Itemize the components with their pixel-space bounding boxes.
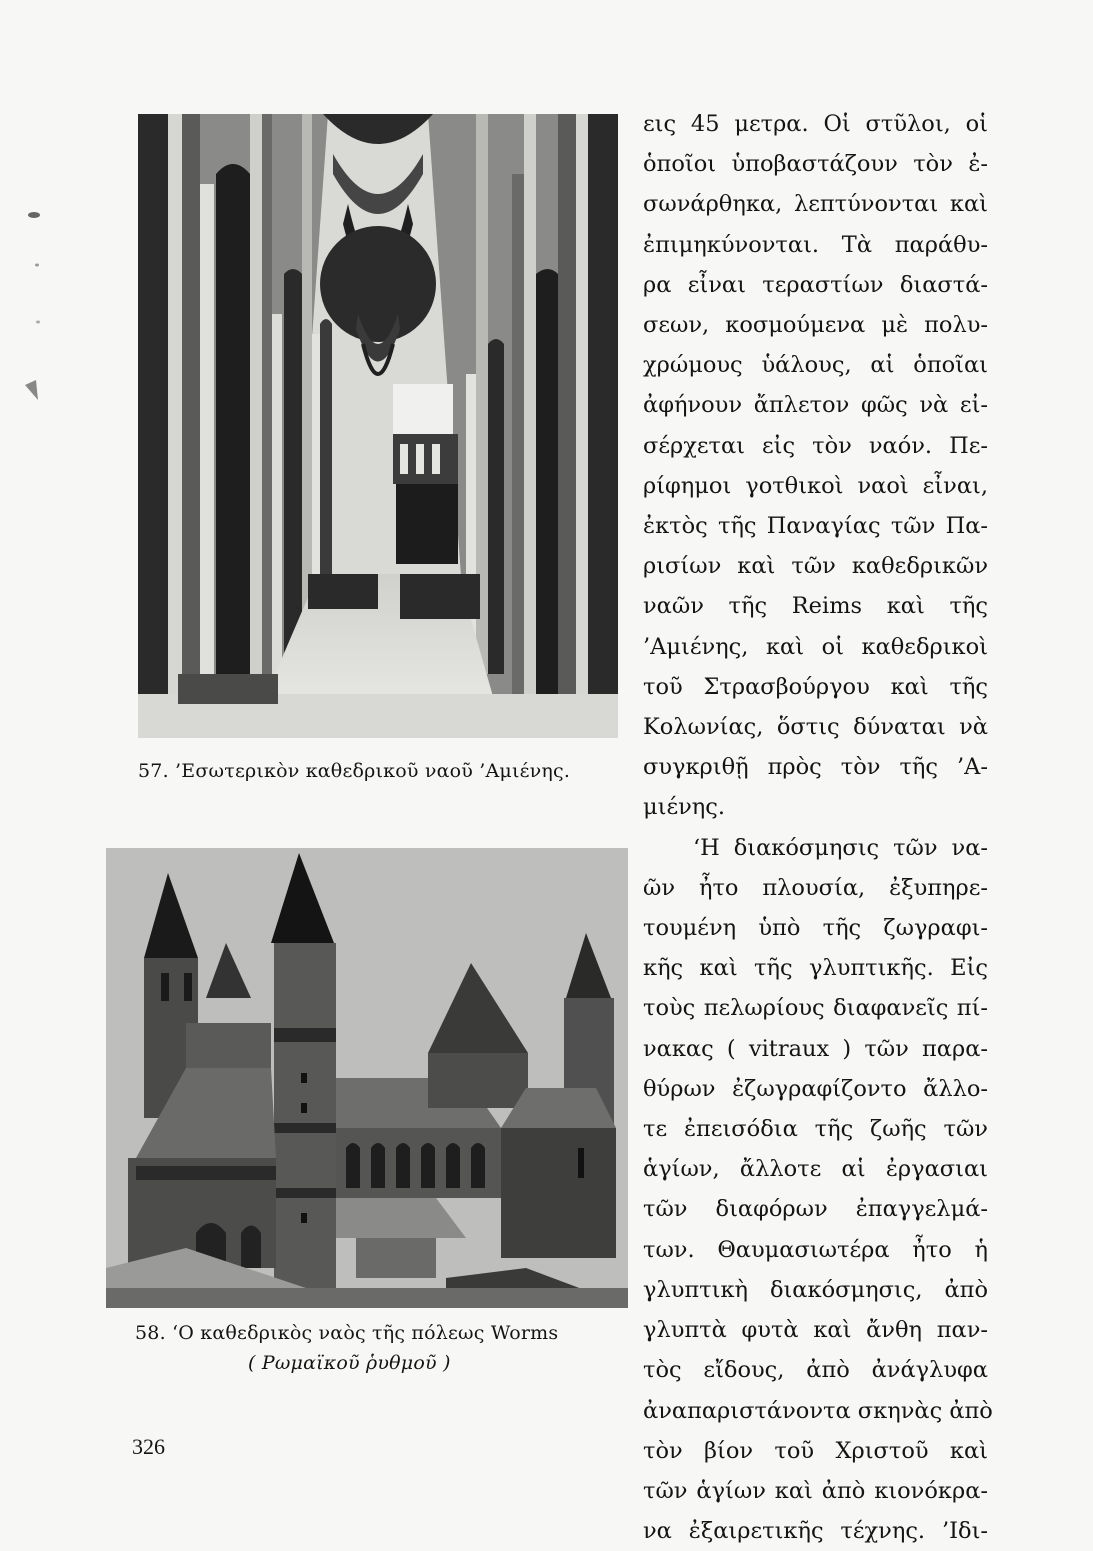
text-line: ἐπιμηκύνονται. Τὰ παράθυ-: [643, 231, 988, 258]
text-line: ῶν ἦτο πλουσία, ἐξυπηρε-: [643, 874, 988, 901]
text-line-paragraph-end: μιένης.: [643, 794, 726, 821]
text-line: σέρχεται εἰς τὸν ναόν. Πε-: [643, 432, 988, 459]
text-line: χρώμους ὑάλους, αἱ ὁποῖαι: [643, 352, 988, 379]
text-line: σωνάρθηκα, λεπτύνονται καὶ: [643, 191, 988, 218]
text-line: γλυπτικὴ διακόσμησις, ἀπὸ: [643, 1276, 988, 1303]
text-line: ρίφημοι γοτθικοὶ ναοὶ εἶναι,: [643, 472, 988, 499]
text-line: Κολωνίας, ὅστις δύναται νὰ: [643, 714, 988, 741]
figure-58-caption: 58. ‘Ο καθεδρικὸς ναὸς τῆς πόλεως Worms: [135, 1322, 559, 1344]
text-line: τε ἐπεισόδια τῆς ζωῆς τῶν: [643, 1116, 988, 1143]
text-line: θύρων ἐζωγραφίζοντο ἄλλο-: [643, 1075, 988, 1102]
text-line: ναῶν τῆς Reims καὶ τῆς: [643, 593, 988, 620]
text-line: ἀναπαριστάνοντα σκηνὰς ἀπὸ: [643, 1397, 993, 1424]
figure-58-worms-cathedral-photo: [106, 848, 628, 1308]
scan-artifact-marks: [0, 0, 60, 1500]
text-line: τῶν διαφόρων ἐπαγγελμά-: [643, 1196, 988, 1223]
text-line: συγκριθῇ πρὸς τὸν τῆς ’Α-: [643, 754, 988, 781]
text-line: ρα εἶναι τεραστίων διαστά-: [643, 271, 988, 298]
text-line: ἁγίων, ἄλλοτε αἱ ἐργασιαι: [643, 1156, 988, 1183]
text-line: τοῦ Στρασβούργου καὶ τῆς: [643, 673, 988, 700]
body-text-column: [643, 104, 993, 1551]
text-line: τουμένη ὑπὸ τῆς ζωγραφι-: [643, 915, 988, 942]
text-line: κῆς καὶ τῆς γλυπτικῆς. Εἰς: [643, 955, 988, 982]
cathedral-interior-image: [138, 114, 618, 738]
text-line: τὸν βίον τοῦ Χριστοῦ καὶ: [643, 1437, 988, 1464]
worms-cathedral-image: [106, 848, 628, 1308]
text-line: να ἐξαιρετικῆς τέχνης. ’Ιδι-: [643, 1518, 988, 1545]
text-line-paragraph-start: ‘Η διακόσμησις τῶν να-: [693, 834, 988, 861]
text-line: ρισίων καὶ τῶν καθεδρικῶν: [643, 553, 988, 580]
text-line: ὁποῖοι ὑποβαστάζουν τὸν ἐ-: [643, 151, 988, 178]
text-line: ἀφήνουν ἄπλετον φῶς νὰ εἰ-: [643, 392, 988, 419]
text-line: των. Θαυμασιωτέρα ἦτο ἡ: [643, 1236, 988, 1263]
text-line: εις 45 μετρα. Οἱ στῦλοι, οἱ: [643, 111, 988, 137]
text-line: σεων, κοσμούμενα μὲ πολυ-: [643, 312, 988, 339]
page-number: 326: [132, 1434, 165, 1459]
figure-57-cathedral-interior-photo: [138, 114, 618, 738]
text-line: τῶν ἁγίων καὶ ἀπὸ κιονόκρα-: [643, 1477, 988, 1504]
text-line: γλυπτὰ φυτὰ καὶ ἄνθη παν-: [643, 1317, 988, 1344]
text-line: ’Αμιένης, καὶ οἱ καθεδρικοὶ: [643, 633, 988, 660]
text-line: ἐκτὸς τῆς Παναγίας τῶν Πα-: [643, 513, 988, 540]
text-line: τοὺς πελωρίους διαφανεῖς πί-: [643, 995, 988, 1022]
text-line: τὸς εἴδους, ἀπὸ ἀνάγλυφα: [643, 1357, 988, 1384]
figure-58-caption-style: ( Ρωμαϊκοῦ ῥυθμοῦ ): [248, 1352, 451, 1374]
figure-57-caption: 57. ’Εσωτερικὸν καθεδρικοῦ ναοῦ ’Αμιένης.: [138, 760, 571, 782]
text-line: νακας ( vitraux ) τῶν παρα-: [643, 1035, 988, 1062]
